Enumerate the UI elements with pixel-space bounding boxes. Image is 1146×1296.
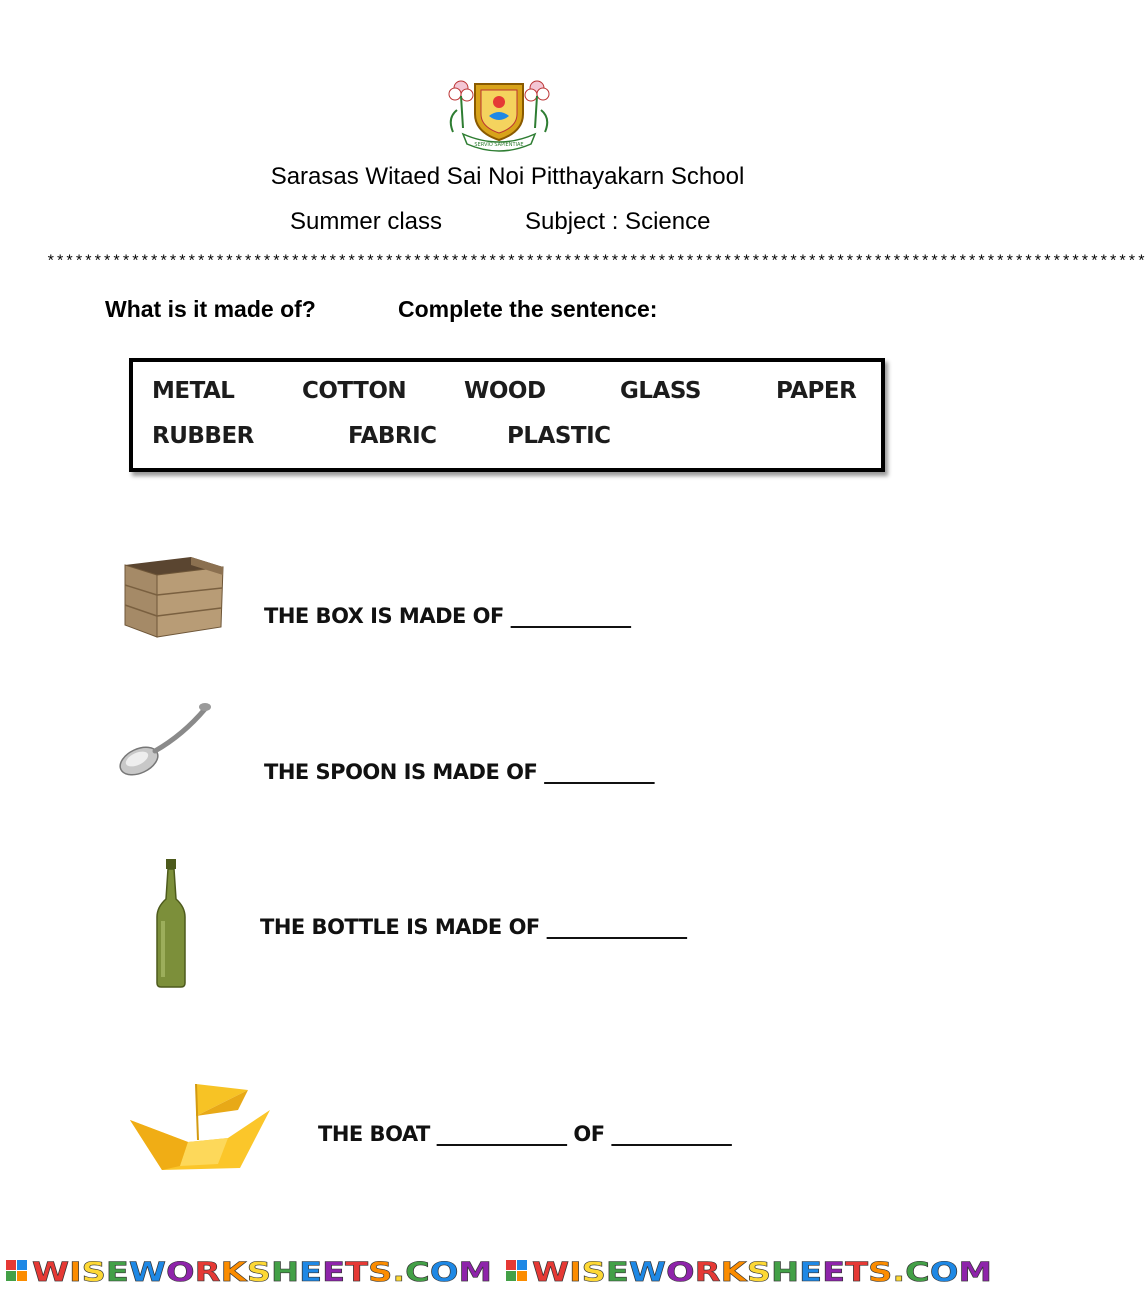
word-bank-item: METAL xyxy=(152,378,235,404)
wooden-box-image xyxy=(113,545,241,655)
word-bank xyxy=(129,358,885,472)
word-bank-item: FABRIC xyxy=(348,423,437,449)
watermark-badge-icon xyxy=(6,1260,27,1281)
box-sentence: THE BOX IS MADE OF ____________ xyxy=(264,604,631,628)
word-bank-item: PLASTIC xyxy=(507,423,611,449)
word-bank-item: WOOD xyxy=(464,378,546,404)
bottle-sentence: THE BOTTLE IS MADE OF ______________ xyxy=(260,915,687,939)
word-bank-item: GLASS xyxy=(620,378,701,404)
question-heading: What is it made of? xyxy=(105,296,316,322)
watermark-text: W IS E W O R K S H E E T S .C O M xyxy=(32,1257,486,1288)
spoon-image xyxy=(113,695,241,795)
spoon-sentence: THE SPOON IS MADE OF ___________ xyxy=(264,760,655,784)
bottle-image xyxy=(123,855,228,990)
logo-motto: SERVIO SAPIENTIAE xyxy=(474,142,524,148)
watermark-badge-icon xyxy=(506,1260,527,1281)
boat-sentence: THE BOAT _____________ OF ____________ xyxy=(318,1122,732,1146)
paper-boat-image xyxy=(128,1080,278,1180)
star-divider: ********************************************************************************************************************* xyxy=(46,253,1146,271)
class-label: Summer class xyxy=(290,208,443,235)
school-logo xyxy=(443,70,555,156)
word-bank-item: RUBBER xyxy=(152,423,254,449)
word-bank-item: COTTON xyxy=(302,378,407,404)
footer-watermark xyxy=(0,1250,1000,1291)
word-bank-item: PAPER xyxy=(776,378,857,404)
watermark-text: W IS E W O R K S H E E T S .C O M xyxy=(532,1257,986,1288)
school-name: Sarasas Witaed Sai Noi Pitthayakarn School xyxy=(270,163,745,190)
subject-label: Subject : Science xyxy=(525,208,711,235)
task-heading: Complete the sentence: xyxy=(398,296,658,322)
